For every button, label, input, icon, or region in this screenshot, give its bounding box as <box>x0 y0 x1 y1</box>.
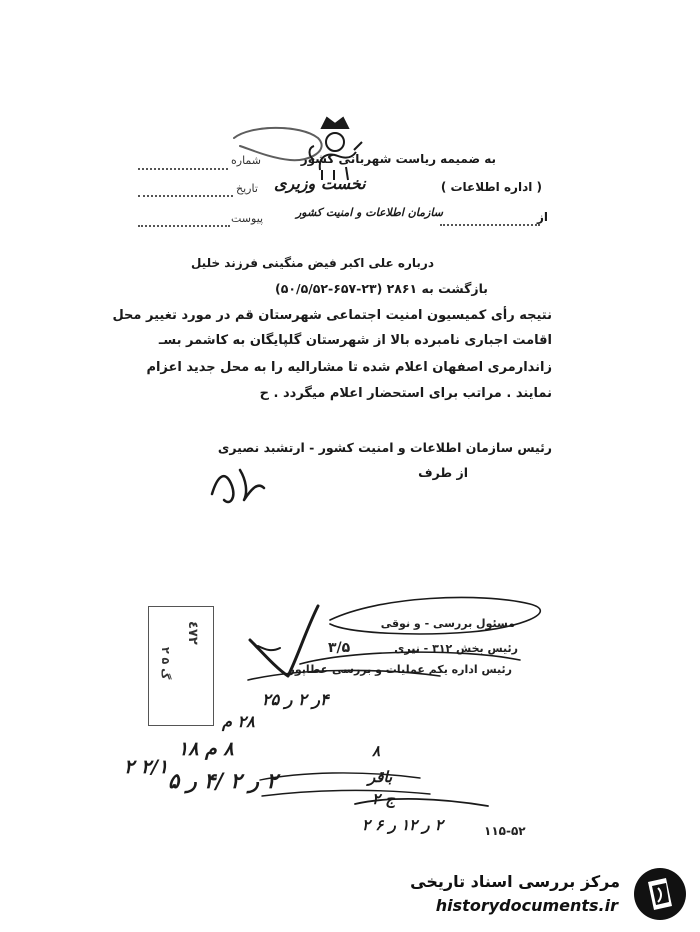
handwritten-mark: ۸ <box>372 742 381 760</box>
agency-name: سازمان اطلاعات و امنیت کشور <box>296 206 443 219</box>
signature-stroke <box>212 476 233 502</box>
attachment-field <box>138 225 230 227</box>
check-signature <box>258 646 280 650</box>
office-title: نخست وزیری <box>274 174 366 193</box>
paragraph-line-1: نتیجه رأی کمیسیون امنیت اجتماعی شهرستان قم در مورد تغییر محل <box>112 308 552 323</box>
from-label: از <box>536 210 548 224</box>
bottom-scribble <box>262 790 430 796</box>
number-field <box>138 168 228 170</box>
number-label: شماره <box>231 154 262 167</box>
letter-subject: درباره علی اکبر فیض منگینی فرزند خلیل <box>190 256 434 270</box>
signatory-line: رئیس سازمان اطلاعات و امنیت کشور - ارتشبد نصیری <box>217 440 552 455</box>
handwritten-mark: ۲/۱ ۲ <box>124 756 169 778</box>
routing-note-1: مسئول بررسی - و نوقی <box>380 617 515 630</box>
stamp-mark: ٤٧٢ <box>185 621 200 645</box>
watermark-title: مرکز بررسی اسناد تاریخی <box>410 872 620 891</box>
from-field <box>440 224 540 226</box>
handwritten-mark: ۴ر ۲ ر ۲۵ <box>262 690 329 709</box>
org-line: به ضمیمه ریاست شهربانی کشور <box>300 152 496 166</box>
date-field <box>138 195 233 197</box>
signature-stroke <box>240 470 264 500</box>
document-number: ۱۱۵-۵۲ <box>484 824 526 838</box>
reference-line: بازگشت به ۲۸۶۱ (۲۳-۶۵۷-۵۰/۵/۵۲) <box>275 281 488 296</box>
paragraph-line-2: اقامت اجباری نامبرده بالا از شهرستان گلپایگان به کاشمر بسـ <box>158 333 552 348</box>
attachment-label: پیوست <box>231 212 264 225</box>
handwritten-mark: ۲ ر ۱۲ ر ۶ ۲ <box>362 816 443 834</box>
stamp-box <box>148 606 214 726</box>
ref-number: ۳/۵ <box>328 640 351 656</box>
handwritten-mark: باقر <box>368 768 393 786</box>
department-line: ( اداره اطلاعات ) <box>440 180 542 194</box>
bottom-scribble <box>260 773 420 780</box>
date-label: تاریخ <box>236 182 258 195</box>
stamp-mark: ۲ گ ۵ <box>159 647 172 680</box>
handwritten-mark: ۲ ر ۲ /۴ ر ۵ <box>168 768 278 793</box>
on-behalf-label: از طرف <box>418 465 468 480</box>
routing-note-2: رئیس بخش ۳۱۲ - نیری <box>394 642 518 655</box>
paragraph-line-3: زاندارمری اصفهان اعلام شده تا مشارالیه را به محل جدید اعزام <box>146 360 552 375</box>
routing-note-3: رئیس اداره یکم عملیات و بررسی عطاپور <box>288 663 512 676</box>
handwritten-mark: ۲۸ م <box>222 712 255 731</box>
paragraph-line-4: نمایند . مراتب برای استحضار اعلام میگردد . ح <box>259 386 552 401</box>
watermark-site: historydocuments.ir <box>435 896 618 915</box>
archive-logo-icon <box>632 866 688 922</box>
handwritten-mark: ج ۲ <box>372 790 395 808</box>
handwritten-mark: ۸ م ۱۸ <box>178 738 234 760</box>
